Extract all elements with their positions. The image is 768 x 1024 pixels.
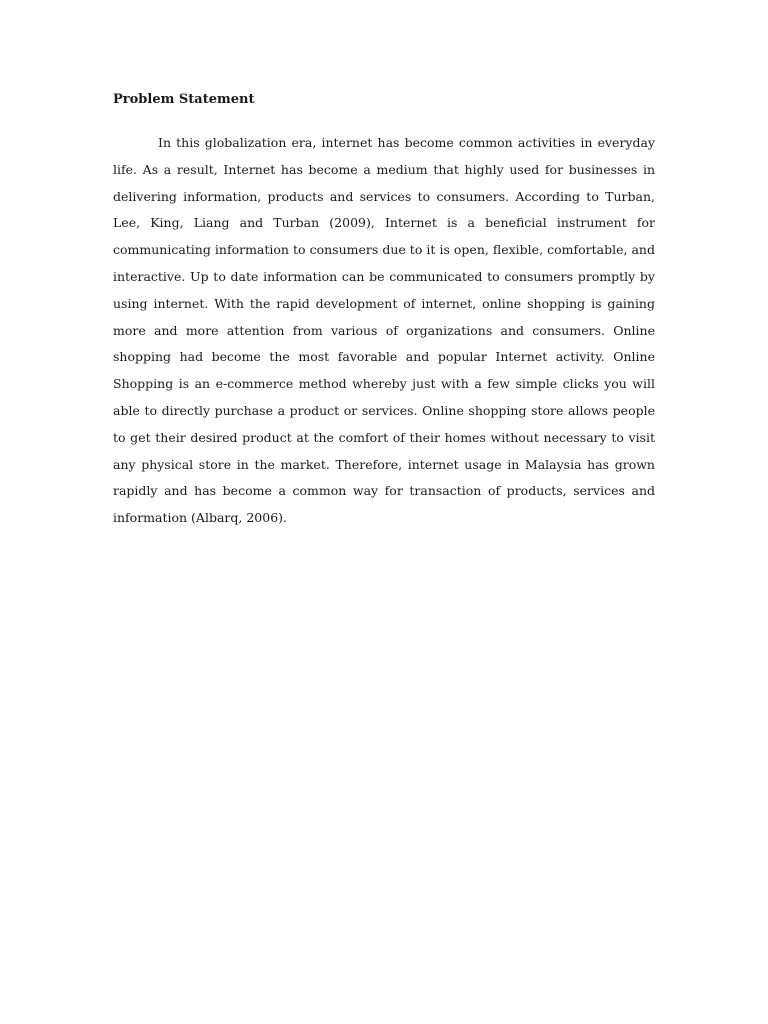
section-heading: Problem Statement: [113, 92, 255, 107]
body-paragraph: In this globalization era, internet has become common activities in everyday life. As a result, Internet has become a medium that highly used for businesses in delivering information, products and services to consumers. According to Turban, Lee, King, Liang and Turban (2009), Internet is a beneficial instrument for communicating information to consumers due to it is open, flexible, comfortable, and interactive. Up to date information can be communicated to consumers promptly by using internet. With the rapid development of internet, online shopping is gaining more and more attention from various of organizations and consumers. Online shopping had become the most favorable and popular Internet activity. Online Shopping is an e-commerce method whereby just with a few simple clicks you will able to directly purchase a product or services. Online shopping store allows people to get their desired product at the comfort of their homes without necessary to visit any physical store in the market. Therefore, internet usage in Malaysia has grown rapidly and has become a common way for transaction of products, services and information (Albarq, 2006).: [113, 135, 655, 526]
